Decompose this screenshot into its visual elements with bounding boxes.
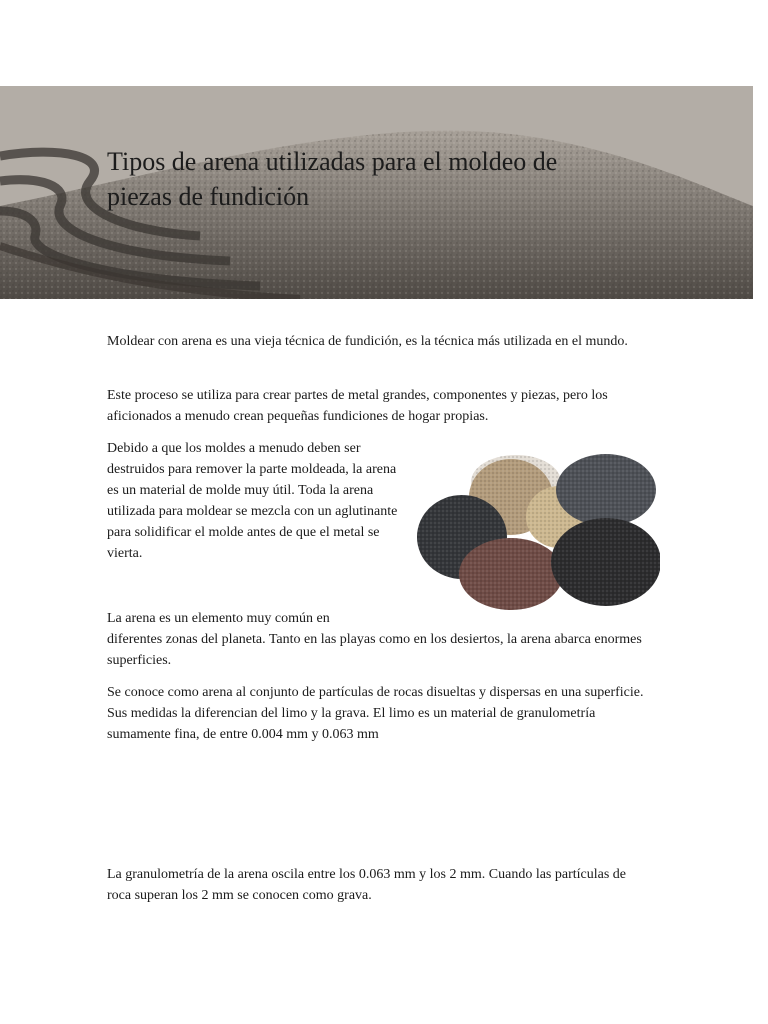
paragraph-definition: Se conoce como arena al conjunto de partículas de rocas disueltas y dispersas en una superficie. Sus medidas la diferencian del limo y la grava. El limo es un material de granulometría sumamente fina, de entre 0.004 mm y 0.063 mm [107,685,644,742]
paragraph-process: Este proceso se utiliza para crear partes de metal grandes, componentes y piezas, pero los aficionados a menudo crean pequeñas fundiciones de hogar propias. [107,388,608,424]
paragraph-planet [107,608,647,671]
header-banner [0,86,753,299]
sand-types-image [416,452,660,610]
page-title: Tipos de arena utilizadas para el moldeo de piezas de fundición [107,147,558,211]
paragraph-planet-line1: La arena es un elemento muy común en [107,611,330,626]
paragraph-molds: Debido a que los moldes a menudo deben ser destruidos para remover la parte moldeada, la arena es un material de molde muy útil. Toda la arena utilizada para moldear se mezcla con un aglutinante para solidificar el molde antes de que el metal se vierta. [107,441,398,561]
paragraph-planet-rest: diferentes zonas del planeta. Tanto en las playas como en los desiertos, la arena abarca enormes superficies. [107,632,642,668]
paragraph-intro: Moldear con arena es una vieja técnica de fundición, es la técnica más utilizada en el mundo. [107,334,628,349]
paragraph-granulometry: La granulometría de la arena oscila entre los 0.063 mm y los 2 mm. Cuando las partículas de roca superan los 2 mm se conocen como grava. [107,867,627,903]
